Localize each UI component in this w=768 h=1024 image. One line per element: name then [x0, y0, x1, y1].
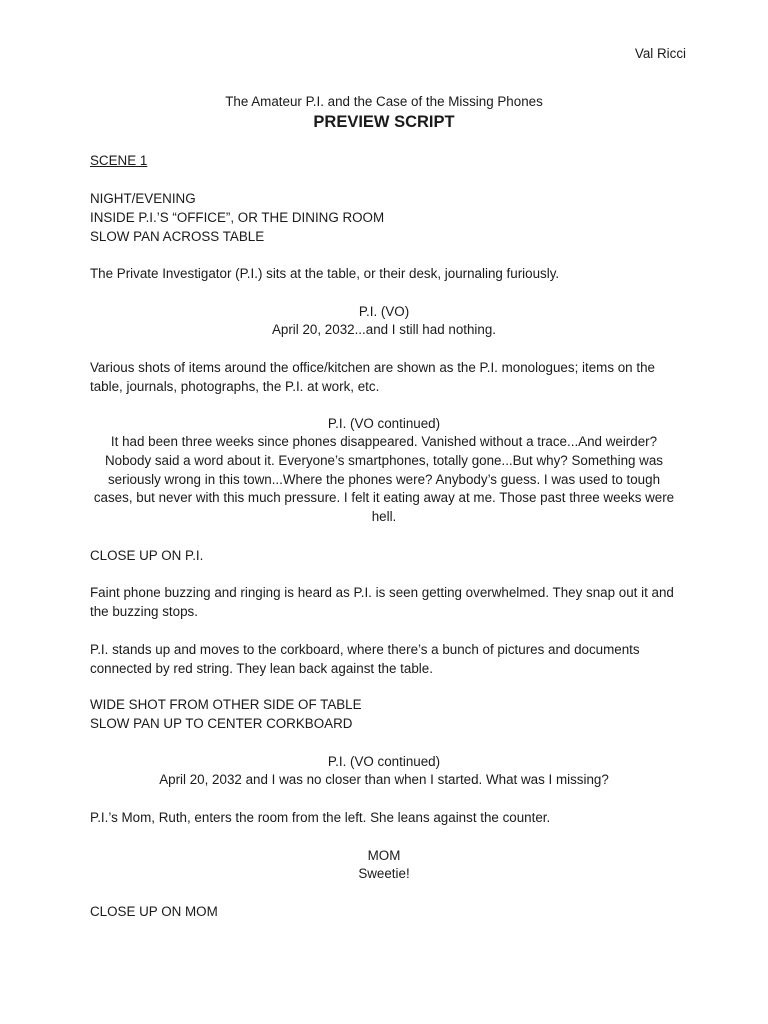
shot-direction: CLOSE UP ON MOM — [90, 904, 218, 919]
script-subtitle: The Amateur P.I. and the Case of the Missing Phones — [225, 94, 543, 109]
dialog-character: P.I. (VO continued) — [327, 416, 441, 431]
action-paragraph: The Private Investigator (P.I.) sits at the table, or their desk, journaling furiously. — [90, 266, 560, 281]
dialog-character: MOM — [367, 848, 401, 863]
dialog-character: P.I. (VO continued) — [327, 754, 441, 769]
action-paragraph: P.I.’s Mom, Ruth, enters the room from the left. She leans against the counter. — [90, 810, 551, 825]
shot-direction: WIDE SHOT FROM OTHER SIDE OF TABLE — [90, 697, 362, 712]
author-name: Val Ricci — [634, 46, 686, 61]
setting-line: SLOW PAN ACROSS TABLE — [90, 229, 265, 244]
setting-line: INSIDE P.I.’S “OFFICE”, OR THE DINING ROOM — [90, 210, 385, 225]
shot-direction: SLOW PAN UP TO CENTER CORKBOARD — [90, 716, 353, 731]
shot-direction: CLOSE UP ON P.I. — [90, 548, 204, 563]
action-paragraph: P.I. stands up and moves to the corkboard, where there’s a bunch of pictures and documents connected by red string. They lean back against the table. — [90, 642, 640, 676]
dialog-character: P.I. (VO) — [358, 304, 410, 319]
scene-heading: SCENE 1 — [90, 153, 148, 168]
dialog-line: Sweetie! — [358, 866, 410, 881]
action-paragraph: Various shots of items around the office/kitchen are shown as the P.I. monologues; items on the table, journals, photographs, the P.I. at work, etc. — [90, 360, 655, 394]
script-title: PREVIEW SCRIPT — [313, 113, 455, 131]
dialog-line: April 20, 2032...and I still had nothing. — [271, 322, 497, 337]
setting-line: NIGHT/EVENING — [90, 191, 196, 206]
dialog-line: April 20, 2032 and I was no closer than when I started. What was I missing? — [159, 772, 609, 787]
action-paragraph: Faint phone buzzing and ringing is heard as P.I. is seen getting overwhelmed. They snap out it and the buzzing stops. — [90, 585, 674, 619]
dialog-line: It had been three weeks since phones disappeared. Vanished without a trace...And weirder? Nobody said a word about it. Everyone’s smartphones, totally gone...But why? Something was seriously wrong in this town...Where the phones were? Anybody’s guess. I was used to tough cases, but never with this much pressure. I felt it eating away at me. Those past three weeks were hell. — [93, 434, 675, 525]
